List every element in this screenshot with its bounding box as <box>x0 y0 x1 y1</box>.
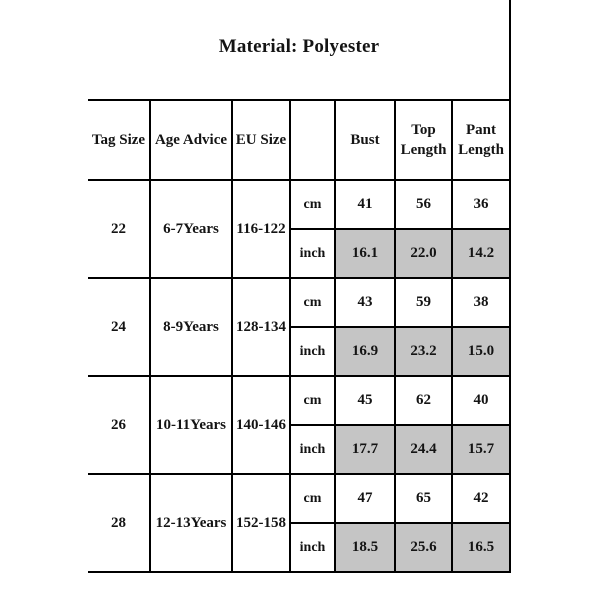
top-length-inch-cell: 22.0 <box>395 229 452 278</box>
pant-length-cm-cell: 40 <box>452 376 510 425</box>
unit-inch-cell: inch <box>290 229 335 278</box>
tag-size-cell: 22 <box>88 180 150 278</box>
bust-inch-cell: 16.1 <box>335 229 395 278</box>
bust-cm-cell: 45 <box>335 376 395 425</box>
header-pant-length: Pant Length <box>452 100 510 180</box>
top-length-cm-cell: 62 <box>395 376 452 425</box>
unit-cm-cell: cm <box>290 278 335 327</box>
eu-size-cell: 140-146 <box>232 376 290 474</box>
tag-size-cell: 26 <box>88 376 150 474</box>
top-length-inch-cell: 25.6 <box>395 523 452 572</box>
top-length-inch-cell: 24.4 <box>395 425 452 474</box>
table-row <box>88 376 510 425</box>
pant-length-cm-cell: 42 <box>452 474 510 523</box>
top-length-cm-cell: 65 <box>395 474 452 523</box>
unit-cm-cell: cm <box>290 474 335 523</box>
eu-size-cell: 128-134 <box>232 278 290 376</box>
pant-length-cm-cell: 36 <box>452 180 510 229</box>
bust-inch-cell: 18.5 <box>335 523 395 572</box>
size-table <box>88 99 511 573</box>
header-bust: Bust <box>335 100 395 180</box>
unit-inch-cell: inch <box>290 425 335 474</box>
bust-cm-cell: 43 <box>335 278 395 327</box>
pant-length-inch-cell: 16.5 <box>452 523 510 572</box>
unit-cm-cell: cm <box>290 376 335 425</box>
age-advice-cell: 8-9Years <box>150 278 232 376</box>
header-row <box>88 100 510 180</box>
top-length-cm-cell: 56 <box>395 180 452 229</box>
pant-length-cm-cell: 38 <box>452 278 510 327</box>
header-unit <box>290 100 335 180</box>
tag-size-cell: 24 <box>88 278 150 376</box>
header-eu-size: EU Size <box>232 100 290 180</box>
unit-inch-cell: inch <box>290 327 335 376</box>
table-row <box>88 278 510 327</box>
eu-size-cell: 116-122 <box>232 180 290 278</box>
pant-length-inch-cell: 15.7 <box>452 425 510 474</box>
header-tag-size: Tag Size <box>88 100 150 180</box>
age-advice-cell: 12-13Years <box>150 474 232 572</box>
top-length-cm-cell: 59 <box>395 278 452 327</box>
bust-inch-cell: 16.9 <box>335 327 395 376</box>
header-age-advice: Age Advice <box>150 100 232 180</box>
unit-cm-cell: cm <box>290 180 335 229</box>
top-length-inch-cell: 23.2 <box>395 327 452 376</box>
bust-inch-cell: 17.7 <box>335 425 395 474</box>
pant-length-inch-cell: 14.2 <box>452 229 510 278</box>
age-advice-cell: 10-11Years <box>150 376 232 474</box>
age-advice-cell: 6-7Years <box>150 180 232 278</box>
unit-inch-cell: inch <box>290 523 335 572</box>
bust-cm-cell: 47 <box>335 474 395 523</box>
table-row <box>88 180 510 229</box>
table-row <box>88 474 510 523</box>
tag-size-cell: 28 <box>88 474 150 572</box>
eu-size-cell: 152-158 <box>232 474 290 572</box>
pant-length-inch-cell: 15.0 <box>452 327 510 376</box>
header-top-length: Top Length <box>395 100 452 180</box>
page-title: Material: Polyester <box>218 36 380 57</box>
bust-cm-cell: 41 <box>335 180 395 229</box>
right-edge-rule <box>509 0 511 101</box>
